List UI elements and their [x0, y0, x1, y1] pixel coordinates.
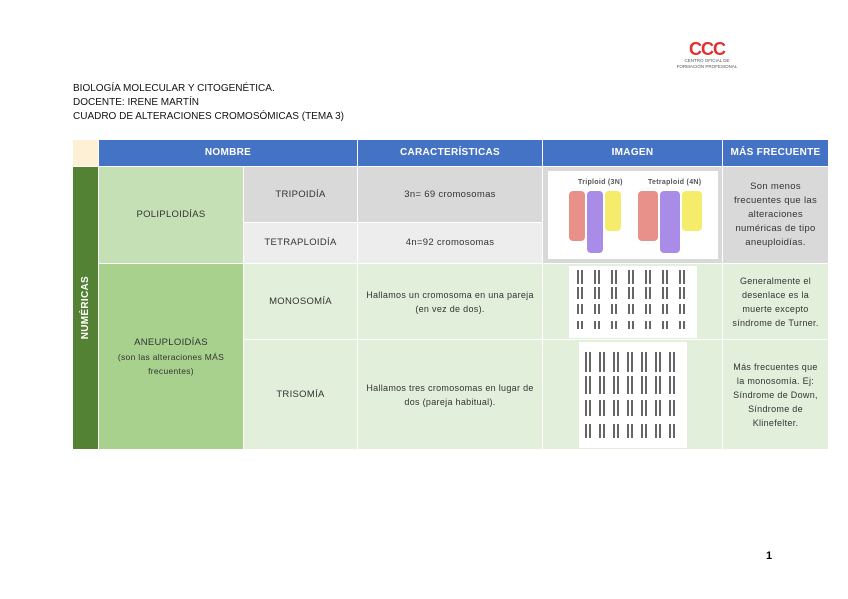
chromosome-mark: [679, 287, 681, 299]
chromosome-mark: [645, 304, 647, 314]
chromosome-mark: [662, 321, 664, 329]
chromosome-mark: [611, 321, 613, 329]
chromosome-mark: [655, 376, 657, 394]
chromosome-mark: [603, 424, 605, 438]
chromosome-mark: [649, 287, 651, 299]
monosomy-image-cell: [543, 264, 723, 340]
row-frecuente: Más frecuentes que la monosomía. Ej: Síndrome de Down, Síndrome de Klinefelter.: [723, 340, 829, 450]
chromosome-mark: [627, 424, 629, 438]
chromosome-mark: [641, 352, 643, 372]
chromosome-mark: [669, 352, 671, 372]
chromosome-mark: [617, 352, 619, 372]
row-name: TRIPOIDÍA: [244, 167, 358, 223]
logo-subtitle-1: CENTRO OFICIAL DE: [684, 58, 730, 63]
chromosome-mark: [613, 400, 615, 416]
chromosome-mark: [632, 304, 634, 314]
chromosome-mark: [603, 400, 605, 416]
group-note: (son las alteraciones MÁS frecuentes): [117, 351, 225, 376]
chromosome-mark: [655, 352, 657, 372]
chromosome-mark: [645, 424, 647, 438]
row-frecuente: Generalmente el desenlace es la muerte excepto síndrome de Turner.: [723, 264, 829, 340]
polyploidy-image: [548, 171, 718, 259]
chromosome-mark: [615, 304, 617, 314]
row-caracteristicas: 4n=92 cromosomas: [358, 223, 543, 264]
chromosome-mark: [631, 352, 633, 372]
chromosome-mark: [599, 400, 601, 416]
chromosome-mark: [631, 424, 633, 438]
chromosome-mark: [645, 321, 647, 329]
chromosome-mark: [628, 321, 630, 329]
chromosome-mark: [594, 304, 596, 314]
row-caracteristicas: Hallamos tres cromosomas en lugar de dos (pareja habitual).: [358, 340, 543, 450]
chromosome-mark: [683, 304, 685, 314]
group-name: ANEUPLOIDÍAS: [134, 336, 208, 348]
chromosome-mark: [598, 304, 600, 314]
chromosome-mark: [641, 376, 643, 394]
chromosome-mark: [599, 376, 601, 394]
chromosome-mark: [679, 321, 681, 329]
polyploidy-image-cell: [543, 167, 723, 264]
chromosome-mark: [617, 400, 619, 416]
chromosome-mark: [611, 287, 613, 299]
row-caracteristicas: 3n= 69 cromosomas: [358, 167, 543, 223]
header-imagen: IMAGEN: [543, 140, 723, 167]
chromosome-mark: [673, 352, 675, 372]
chromosome-mark: [673, 424, 675, 438]
chromosome-mark: [669, 400, 671, 416]
chromosome-mark: [585, 352, 587, 372]
chromosome-mark: [679, 304, 681, 314]
chromosome-mark: [603, 352, 605, 372]
poliploidia-frecuente: Son menos frecuentes que las alteraciones numéricas de tipo aneuploidías.: [723, 167, 829, 264]
chromosome-mark: [598, 270, 600, 284]
chromosome-mark: [631, 400, 633, 416]
document-title: CUADRO DE ALTERACIONES CROMOSÓMICAS (TEMA 3): [73, 111, 344, 122]
document-header: [73, 82, 344, 124]
chromosome-mark: [669, 376, 671, 394]
chromosome-mark: [585, 400, 587, 416]
chromosome-mark: [659, 352, 661, 372]
chromosome-mark: [645, 270, 647, 284]
chromosome-mark: [631, 376, 633, 394]
chromosome-mark: [659, 376, 661, 394]
chromosome-mark: [632, 287, 634, 299]
chromosome-mark: [632, 270, 634, 284]
chromosome-mark: [649, 270, 651, 284]
chromosome-mark: [655, 424, 657, 438]
chromosome-mark: [627, 352, 629, 372]
chromosome-mark: [594, 287, 596, 299]
chromosome-mark: [611, 304, 613, 314]
chromosome-mark: [613, 424, 615, 438]
chromosome-mark: [594, 321, 596, 329]
chromosome-mark: [645, 376, 647, 394]
chromosome-mark: [617, 376, 619, 394]
logo-mark: CCC: [689, 39, 725, 59]
chromosome-mark: [615, 321, 617, 329]
chromosome-mark: [589, 424, 591, 438]
chromosome-mark: [617, 424, 619, 438]
row-name: MONOSOMÍA: [244, 264, 358, 340]
category-cell: [73, 167, 99, 450]
chromosome-mark: [632, 321, 634, 329]
chromosome-mark: [666, 304, 668, 314]
chromosome-mark: [627, 376, 629, 394]
trisomy-karyotype-image: [579, 342, 687, 448]
monosomy-karyotype-image: [569, 266, 697, 338]
course-title: BIOLOGÍA MOLECULAR Y CITOGENÉTICA.: [73, 83, 275, 94]
logo-subtitle-2: FORMACIÓN PROFESIONAL: [676, 63, 738, 69]
chromosome-mark: [577, 304, 579, 314]
chromosome-mark: [589, 376, 591, 394]
chromosome-mark: [603, 376, 605, 394]
chromosome-mark: [585, 376, 587, 394]
chromosome-mark: [649, 321, 651, 329]
chromosome-mark: [673, 400, 675, 416]
chromosome-mark: [662, 304, 664, 314]
chromosome-mark: [645, 400, 647, 416]
group-aneuploidias: [99, 264, 244, 450]
chromosome-mark: [659, 424, 661, 438]
row-name: TETRAPLOIDÍA: [244, 223, 358, 264]
ccc-logo: [672, 40, 742, 69]
chromosome-mark: [581, 287, 583, 299]
chromosome-mark: [645, 287, 647, 299]
chromosome-mark: [613, 352, 615, 372]
chromosome-mark: [581, 270, 583, 284]
row-caracteristicas: Hallamos un cromosoma en una pareja (en vez de dos).: [358, 264, 543, 340]
triploid-label: Triploid (3N): [577, 179, 623, 186]
chromosome-mark: [666, 270, 668, 284]
header-frecuente: MÁS FRECUENTE: [723, 140, 829, 167]
chromosome-mark: [683, 270, 685, 284]
chromosome-mark: [589, 352, 591, 372]
chromosome-mark: [581, 321, 583, 329]
chromosome-mark: [577, 287, 579, 299]
header-caracteristicas: CARACTERÍSTICAS: [358, 140, 543, 167]
chromosome-mark: [615, 287, 617, 299]
category-label: NUMÉRICAS: [79, 276, 91, 340]
chromosome-mark: [655, 400, 657, 416]
chromosome-mark: [599, 424, 601, 438]
chromosome-mark: [679, 270, 681, 284]
chromosome-mark: [599, 352, 601, 372]
header-nombre: NOMBRE: [99, 140, 358, 167]
chromosome-mark: [641, 400, 643, 416]
corner-cell: [73, 140, 99, 167]
chromosome-mark: [641, 424, 643, 438]
chromosome-mark: [666, 287, 668, 299]
tetraploid-label: Tetraploid (4N): [647, 179, 701, 186]
chromosome-mark: [627, 400, 629, 416]
group-poliploidias: POLIPLOIDÍAS: [99, 167, 244, 264]
chromosome-mark: [628, 304, 630, 314]
chromosome-mark: [662, 270, 664, 284]
chromosome-mark: [613, 376, 615, 394]
row-name: TRISOMÍA: [244, 340, 358, 450]
chromosome-mark: [598, 287, 600, 299]
chromosome-mark: [666, 321, 668, 329]
chromosome-mark: [598, 321, 600, 329]
chromosome-mark: [683, 287, 685, 299]
chromosome-mark: [577, 270, 579, 284]
chromosome-mark: [662, 287, 664, 299]
teacher: DOCENTE: IRENE MARTÍN: [73, 97, 199, 108]
chromosome-mark: [577, 321, 579, 329]
chromosome-mark: [611, 270, 613, 284]
trisomy-image-cell: [543, 340, 723, 450]
chromosome-mark: [581, 304, 583, 314]
chromosome-mark: [645, 352, 647, 372]
chromosome-mark: [659, 400, 661, 416]
chromosome-mark: [683, 321, 685, 329]
chromosome-mark: [594, 270, 596, 284]
chromosome-mark: [628, 287, 630, 299]
chromosome-mark: [649, 304, 651, 314]
chromosome-mark: [673, 376, 675, 394]
page-number: 1: [766, 550, 773, 562]
chromosome-mark: [585, 424, 587, 438]
chromosome-mark: [615, 270, 617, 284]
chromosome-mark: [669, 424, 671, 438]
chromosome-mark: [589, 400, 591, 416]
chromosome-mark: [628, 270, 630, 284]
